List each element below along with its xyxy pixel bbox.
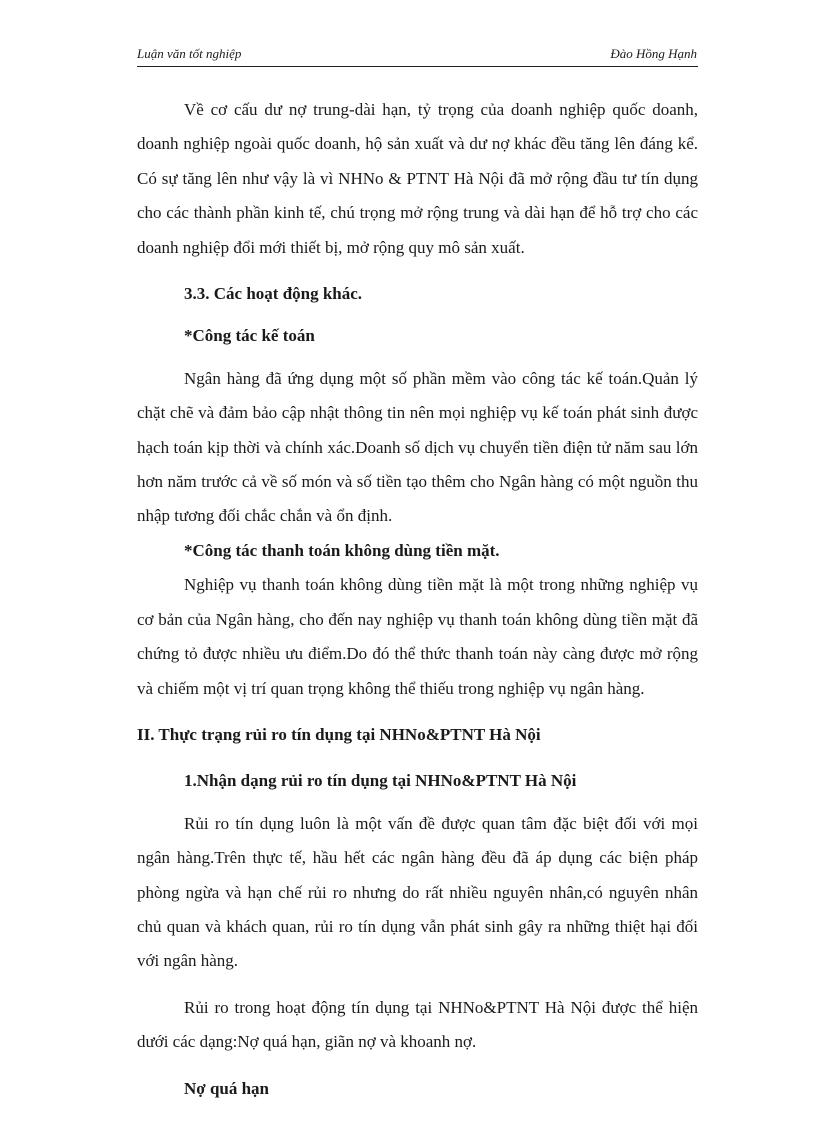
paragraph-credit-risk: Rủi ro tín dụng luôn là một vấn đề được quan tâm đặc biệt đối với mọi ngân hàng.Trên thực tế, hầu hết các ngân hàng đều đã áp dụng các biện pháp phòng ngừa và hạn chế rủi ro nhưng do rất nhiều nguyên nhân,có nguyên nhân chủ quan và khách quan, rủi ro tín dụng vẫn phát sinh gây ra những thiệt hại đối với ngân hàng. bbox=[137, 813, 698, 971]
heading-cashless-payment: *Công tác thanh toán không dùng tiền mặt. bbox=[184, 540, 500, 560]
heading-overdue-debt: Nợ quá hạn bbox=[184, 1078, 270, 1098]
paragraph-accounting: Ngân hàng đã ứng dụng một số phần mềm vào công tác kế toán.Quản lý chặt chẽ và đảm bảo cập nhật thông tin nên mọi nghiệp vụ kế toán phát sinh được hạch toán kịp thời và chính xác.Doanh số dịch vụ chuyển tiền điện tử năm sau lớn hơn năm trước cả về số món và số tiền tạo thêm cho Ngân hàng có một nguồn thu nhập tương đối chắc chắn và ổn định. bbox=[137, 368, 698, 526]
header-thesis-label: Luận văn tốt nghiệp bbox=[137, 46, 242, 61]
paragraph-debt-structure: Về cơ cấu dư nợ trung-dài hạn, tỷ trọng của doanh nghiệp quốc doanh, doanh nghiệp ngoài quốc doanh, hộ sản xuất và dư nợ khác đều tăng lên đáng kể. Có sự tăng lên như vậy là vì NHNo & PTNT Hà Nội đã mở rộng đầu tư tín dụng cho các thành phần kinh tế, chú trọng mở rộng trung và dài hạn để hỗ trợ cho các doanh nghiệp đổi mới thiết bị, mở rộng quy mô sản xuất. bbox=[137, 100, 698, 257]
heading-credit-risk-status: II. Thực trạng rủi ro tín dụng tại NHNo&PTNT Hà Nội bbox=[137, 724, 541, 744]
header-author-name: Đào Hồng Hạnh bbox=[610, 46, 697, 61]
heading-accounting: *Công tác kế toán bbox=[184, 326, 315, 346]
heading-credit-risk-identification: 1.Nhận dạng rủi ro tín dụng tại NHNo&PTNT Hà Nội bbox=[184, 771, 577, 791]
paragraph-risk-forms: Rủi ro trong hoạt động tín dụng tại NHNo&PTNT Hà Nội được thể hiện dưới các dạng:Nợ quá hạn, giãn nợ và khoanh nợ. bbox=[137, 997, 698, 1052]
heading-other-activities: 3.3. Các hoạt động khác. bbox=[184, 284, 363, 304]
paragraph-cashless-payment: Nghiệp vụ thanh toán không dùng tiền mặt là một trong những nghiệp vụ cơ bản của Ngân hàng, cho đến nay nghiệp vụ thanh toán không dùng tiền mặt đã chứng tỏ được nhiều ưu điểm.Do đó thể thức thanh toán này càng được mở rộng và chiếm một vị trí quan trọng không thể thiếu trong nghiệp vụ ngân hàng. bbox=[137, 575, 698, 698]
document-body bbox=[137, 93, 698, 1106]
header-divider bbox=[137, 66, 698, 67]
